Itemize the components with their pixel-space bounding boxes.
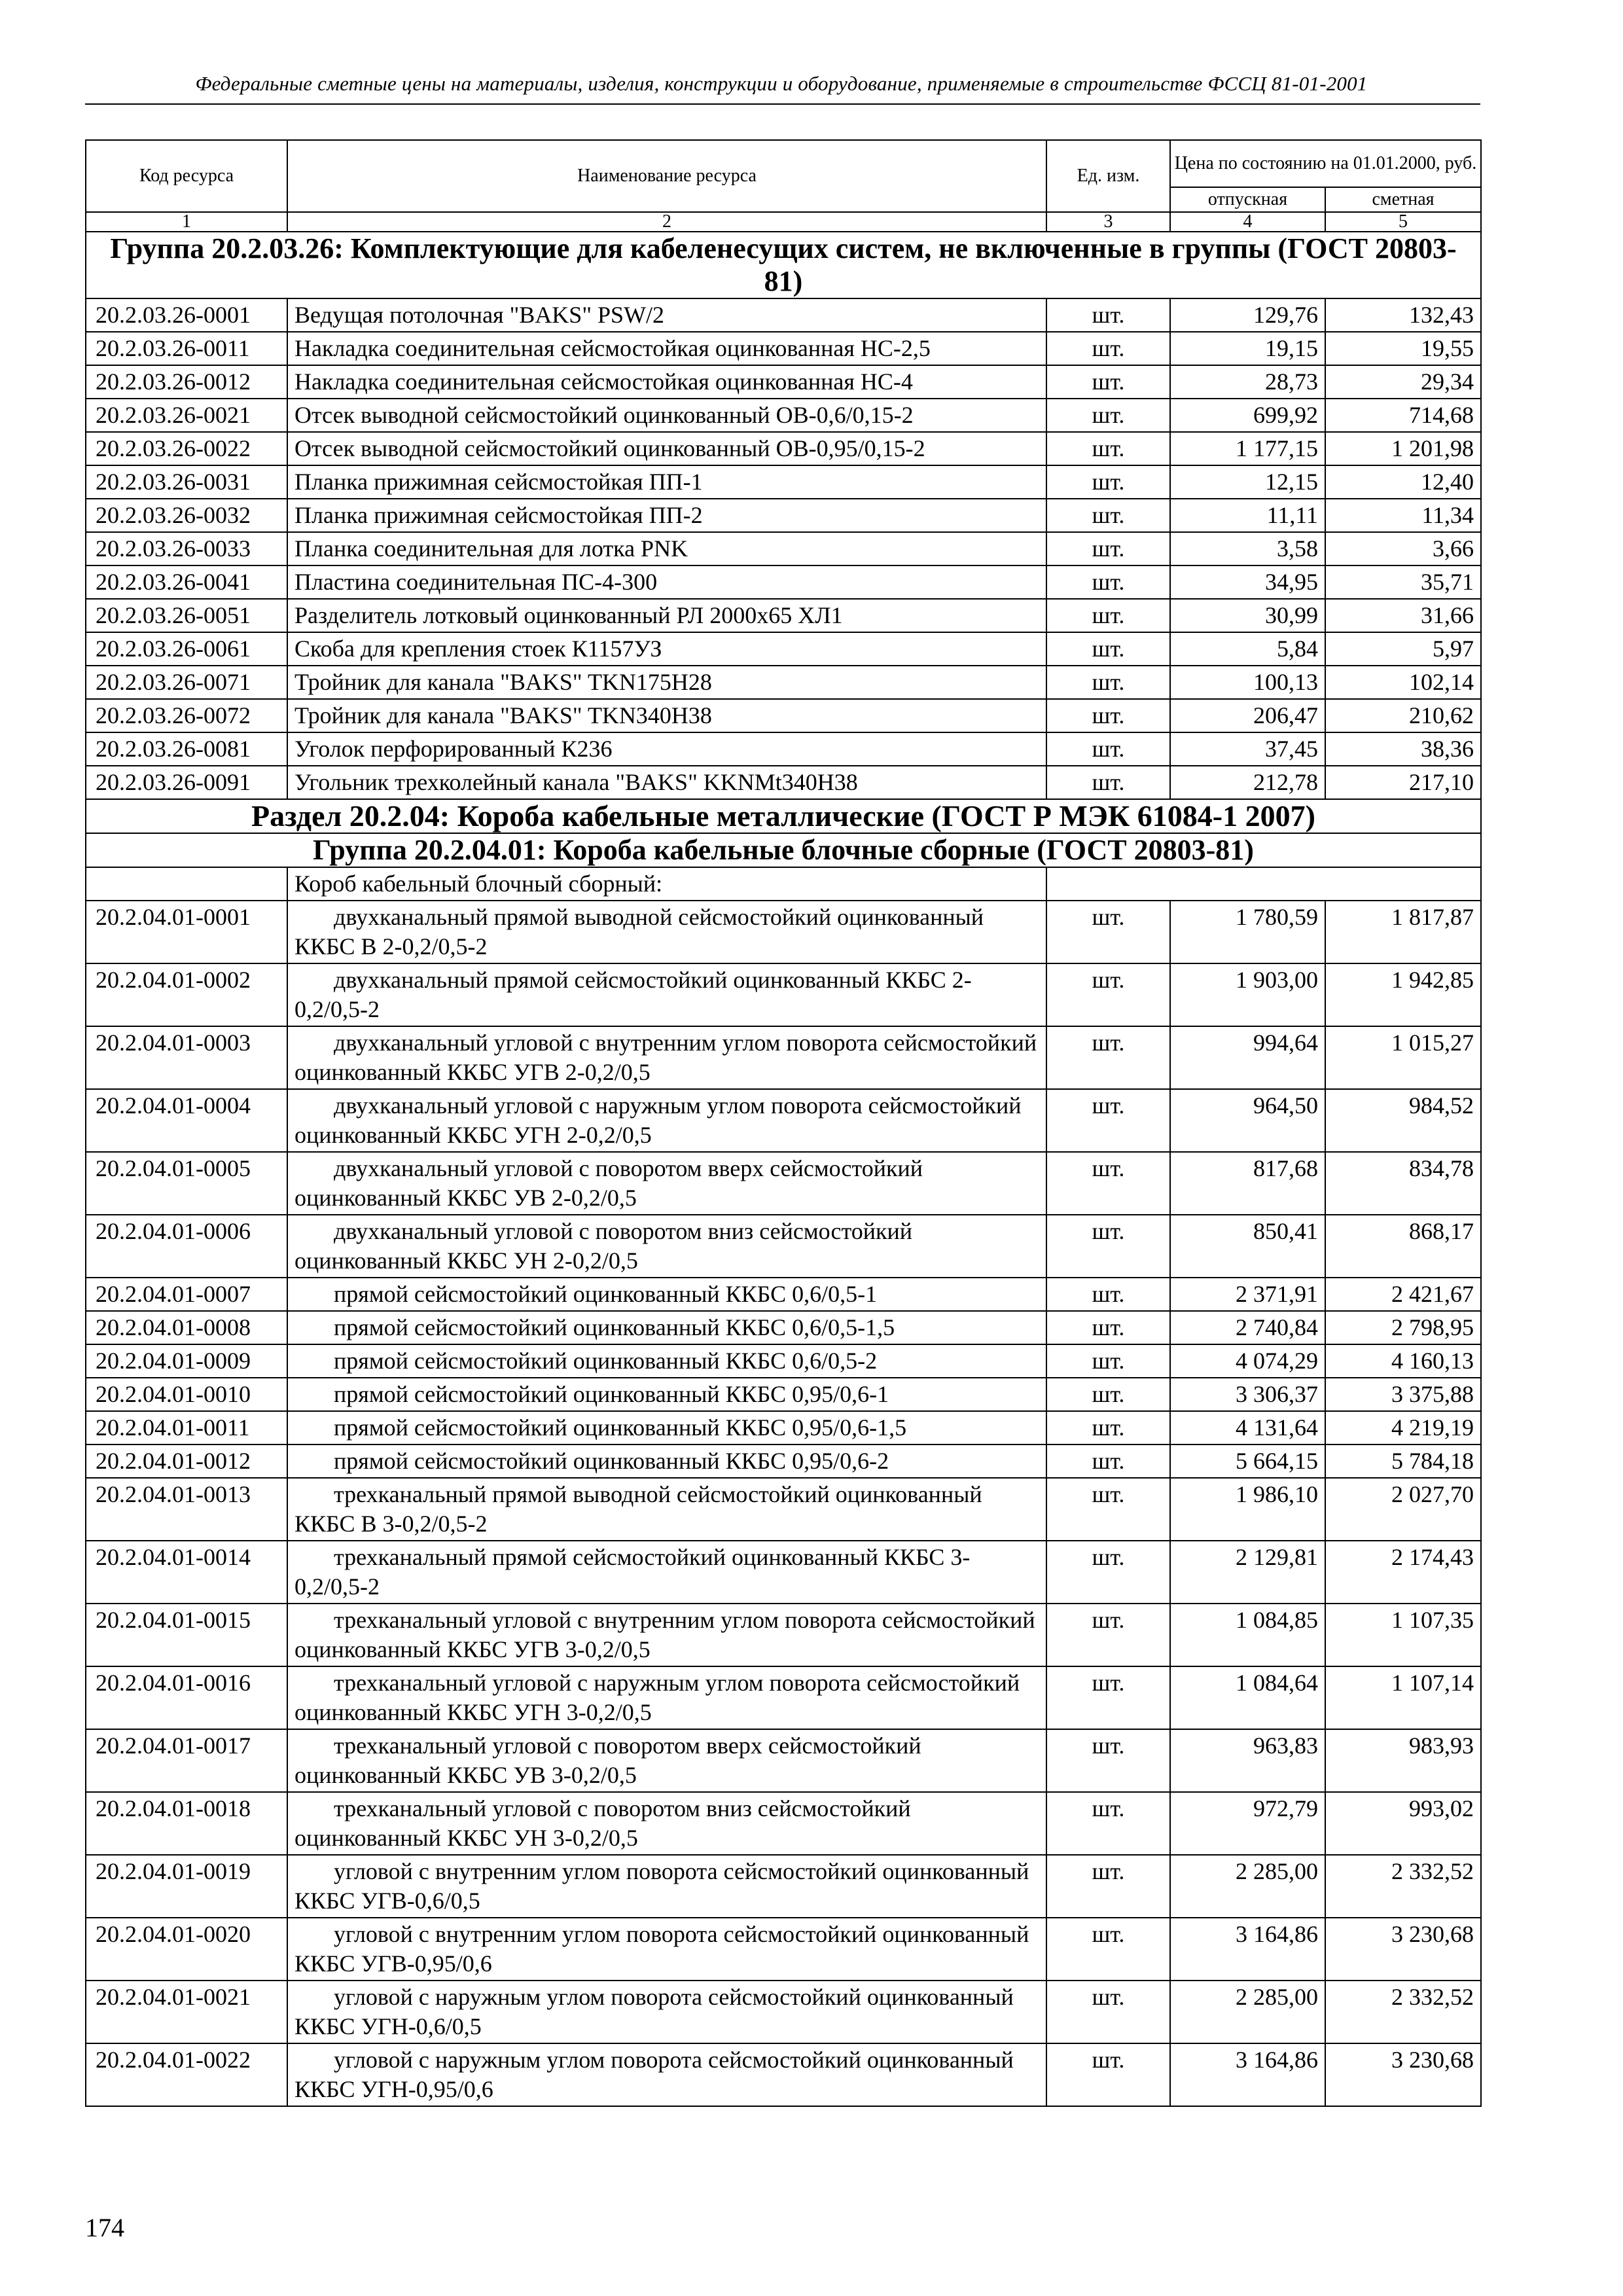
release-price: 100,13 (1170, 666, 1325, 699)
unit: шт. (1046, 766, 1170, 799)
resource-code: 20.2.03.26-0001 (86, 298, 287, 332)
resource-code: 20.2.04.01-0013 (86, 1478, 287, 1541)
release-price: 1 084,64 (1170, 1666, 1325, 1729)
estimate-price: 2 332,52 (1325, 1855, 1481, 1918)
unit: шт. (1046, 399, 1170, 432)
unit: шт. (1046, 1855, 1170, 1918)
resource-name: Разделитель лотковый оцинкованный РЛ 2000х65 ХЛ1 (287, 599, 1046, 632)
resource-code: 20.2.04.01-0017 (86, 1729, 287, 1792)
resource-code: 20.2.04.01-0004 (86, 1089, 287, 1152)
col-number: 1 (86, 212, 287, 232)
release-price: 1 084,85 (1170, 1604, 1325, 1666)
unit: шт. (1046, 499, 1170, 532)
resource-name: Отсек выводной сейсмостойкий оцинкованный ОВ-0,95/0,15-2 (287, 432, 1046, 465)
release-price: 4 131,64 (1170, 1411, 1325, 1444)
release-price: 963,83 (1170, 1729, 1325, 1792)
group-heading-row (86, 833, 1481, 867)
header-rule (85, 103, 1480, 105)
resource-name: трехканальный угловой с внутренним углом поворота сейсмостойкий оцинкованный ККБС УГВ 3-0,2/0,5 (287, 1604, 1046, 1666)
col-number: 3 (1046, 212, 1170, 232)
resource-code: 20.2.03.26-0032 (86, 499, 287, 532)
resource-code: 20.2.03.26-0072 (86, 699, 287, 732)
col-number: 5 (1325, 212, 1481, 232)
release-price: 12,15 (1170, 465, 1325, 499)
unit: шт. (1046, 1792, 1170, 1855)
release-price: 5 664,15 (1170, 1444, 1325, 1478)
release-price: 129,76 (1170, 298, 1325, 332)
release-price: 964,50 (1170, 1089, 1325, 1152)
estimate-price: 4 219,19 (1325, 1411, 1481, 1444)
release-price: 1 177,15 (1170, 432, 1325, 465)
resource-name: прямой сейсмостойкий оцинкованный ККБС 0,95/0,6-2 (287, 1444, 1046, 1478)
table-row (86, 732, 1481, 766)
resource-name: Отсек выводной сейсмостойкий оцинкованный ОВ-0,6/0,15-2 (287, 399, 1046, 432)
estimate-price: 38,36 (1325, 732, 1481, 766)
estimate-price: 35,71 (1325, 565, 1481, 599)
estimate-price: 3,66 (1325, 532, 1481, 565)
table-row (86, 399, 1481, 432)
release-price: 30,99 (1170, 599, 1325, 632)
unit: шт. (1046, 2043, 1170, 2106)
unit: шт. (1046, 1215, 1170, 1278)
table-row (86, 1918, 1481, 1981)
resource-name: угловой с наружным углом поворота сейсмостойкий оцинкованный ККБС УГН-0,95/0,6 (287, 2043, 1046, 2106)
unit: шт. (1046, 1478, 1170, 1541)
resource-code: 20.2.04.01-0005 (86, 1152, 287, 1215)
resource-code: 20.2.04.01-0019 (86, 1855, 287, 1918)
unit: шт. (1046, 1666, 1170, 1729)
resource-name: трехканальный прямой сейсмостойкий оцинкованный ККБС 3- 0,2/0,5-2 (287, 1541, 1046, 1604)
estimate-price: 210,62 (1325, 699, 1481, 732)
resource-name: Тройник для канала "BAKS" TKN175H28 (287, 666, 1046, 699)
unit: шт. (1046, 365, 1170, 399)
unit: шт. (1046, 1444, 1170, 1478)
resource-code: 20.2.03.26-0022 (86, 432, 287, 465)
estimate-price: 5,97 (1325, 632, 1481, 666)
resource-name: угловой с наружным углом поворота сейсмостойкий оцинкованный ККБС УГН-0,6/0,5 (287, 1981, 1046, 2043)
resource-code: 20.2.04.01-0006 (86, 1215, 287, 1278)
resource-name: трехканальный угловой с наружным углом поворота сейсмостойкий оцинкованный ККБС УГН 3-0,2/0,5 (287, 1666, 1046, 1729)
estimate-price: 2 332,52 (1325, 1981, 1481, 2043)
table-row (86, 666, 1481, 699)
resource-code: 20.2.04.01-0011 (86, 1411, 287, 1444)
resource-name: Ведущая потолочная "BAKS" PSW/2 (287, 298, 1046, 332)
estimate-price: 868,17 (1325, 1215, 1481, 1278)
release-price: 817,68 (1170, 1152, 1325, 1215)
group-heading: Группа 20.2.04.01: Короба кабельные блочные сборные (ГОСТ 20803-81) (86, 833, 1481, 867)
unit: шт. (1046, 1311, 1170, 1344)
estimate-price: 1 942,85 (1325, 963, 1481, 1026)
col-number: 2 (287, 212, 1046, 232)
table-row (86, 1604, 1481, 1666)
table-header (86, 140, 1481, 232)
resource-name: трехканальный угловой с поворотом вниз сейсмостойкий оцинкованный ККБС УН 3-0,2/0,5 (287, 1792, 1046, 1855)
resource-code: 20.2.04.01-0020 (86, 1918, 287, 1981)
release-price: 206,47 (1170, 699, 1325, 732)
subheading: Короб кабельный блочный сборный: (287, 867, 1046, 901)
resource-name: трехканальный угловой с поворотом вверх сейсмостойкий оцинкованный ККБС УВ 3-0,2/0,5 (287, 1729, 1046, 1792)
resource-code: 20.2.03.26-0051 (86, 599, 287, 632)
unit: шт. (1046, 632, 1170, 666)
release-price: 212,78 (1170, 766, 1325, 799)
resource-code: 20.2.04.01-0001 (86, 901, 287, 963)
unit: шт. (1046, 1541, 1170, 1604)
resource-code: 20.2.04.01-0012 (86, 1444, 287, 1478)
unit: шт. (1046, 666, 1170, 699)
unit: шт. (1046, 298, 1170, 332)
unit: шт. (1046, 432, 1170, 465)
release-price: 699,92 (1170, 399, 1325, 432)
release-price: 994,64 (1170, 1026, 1325, 1089)
table-row (86, 1792, 1481, 1855)
empty-code-cell (86, 867, 287, 901)
unit: шт. (1046, 565, 1170, 599)
unit: шт. (1046, 532, 1170, 565)
table-row (86, 1215, 1481, 1278)
release-price: 2 371,91 (1170, 1278, 1325, 1311)
estimate-price: 1 107,14 (1325, 1666, 1481, 1729)
unit: шт. (1046, 1344, 1170, 1378)
resource-name: Планка прижимная сейсмостойкая ПП-1 (287, 465, 1046, 499)
estimate-price: 31,66 (1325, 599, 1481, 632)
estimate-price: 2 027,70 (1325, 1478, 1481, 1541)
estimate-price: 1 107,35 (1325, 1604, 1481, 1666)
resource-name: трехканальный прямой выводной сейсмостойкий оцинкованный ККБС В 3-0,2/0,5-2 (287, 1478, 1046, 1541)
unit: шт. (1046, 465, 1170, 499)
col-header-estimate-price: сметная (1325, 187, 1481, 212)
release-price: 3 164,86 (1170, 2043, 1325, 2106)
col-header-unit: Ед. изм. (1046, 140, 1170, 212)
release-price: 3,58 (1170, 532, 1325, 565)
resource-name: Накладка соединительная сейсмостойкая оцинкованная НС-2,5 (287, 332, 1046, 365)
resource-code: 20.2.03.26-0011 (86, 332, 287, 365)
unit: шт. (1046, 332, 1170, 365)
resource-name: двухканальный угловой с поворотом вверх сейсмостойкий оцинкованный ККБС УВ 2-0,2/0,5 (287, 1152, 1046, 1215)
resource-code: 20.2.04.01-0003 (86, 1026, 287, 1089)
section-heading-row (86, 799, 1481, 833)
table-row (86, 465, 1481, 499)
unit: шт. (1046, 1411, 1170, 1444)
table-row (86, 1311, 1481, 1344)
estimate-price: 714,68 (1325, 399, 1481, 432)
estimate-price: 993,02 (1325, 1792, 1481, 1855)
estimate-price: 3 230,68 (1325, 1918, 1481, 1981)
table-row (86, 499, 1481, 532)
release-price: 4 074,29 (1170, 1344, 1325, 1378)
table-row (86, 632, 1481, 666)
estimate-price: 2 174,43 (1325, 1541, 1481, 1604)
table-row (86, 1478, 1481, 1541)
resource-name: двухканальный прямой сейсмостойкий оцинкованный ККБС 2-0,2/0,5-2 (287, 963, 1046, 1026)
estimate-price: 3 230,68 (1325, 2043, 1481, 2106)
page-number: 174 (85, 2213, 124, 2242)
col-header-code: Код ресурса (86, 140, 287, 212)
resource-code: 20.2.04.01-0022 (86, 2043, 287, 2106)
resource-code: 20.2.04.01-0007 (86, 1278, 287, 1311)
table-row (86, 332, 1481, 365)
resource-code: 20.2.03.26-0033 (86, 532, 287, 565)
release-price: 1 986,10 (1170, 1478, 1325, 1541)
resource-code: 20.2.03.26-0041 (86, 565, 287, 599)
resource-name: угловой с внутренним углом поворота сейсмостойкий оцинкованный ККБС УГВ-0,6/0,5 (287, 1855, 1046, 1918)
table-row (86, 1378, 1481, 1411)
resource-code: 20.2.03.26-0021 (86, 399, 287, 432)
release-price: 2 285,00 (1170, 1855, 1325, 1918)
empty-cell (1046, 867, 1481, 901)
table-row (86, 365, 1481, 399)
estimate-price: 1 015,27 (1325, 1026, 1481, 1089)
release-price: 1 780,59 (1170, 901, 1325, 963)
table-row (86, 1344, 1481, 1378)
release-price: 3 164,86 (1170, 1918, 1325, 1981)
table-row (86, 298, 1481, 332)
table-row (86, 1278, 1481, 1311)
release-price: 34,95 (1170, 565, 1325, 599)
release-price: 37,45 (1170, 732, 1325, 766)
resource-code: 20.2.03.26-0061 (86, 632, 287, 666)
table-row (86, 1152, 1481, 1215)
estimate-price: 132,43 (1325, 298, 1481, 332)
table-row (86, 1089, 1481, 1152)
release-price: 11,11 (1170, 499, 1325, 532)
col-header-release-price: отпускная (1170, 187, 1325, 212)
release-price: 19,15 (1170, 332, 1325, 365)
estimate-price: 4 160,13 (1325, 1344, 1481, 1378)
release-price: 1 903,00 (1170, 963, 1325, 1026)
estimate-price: 983,93 (1325, 1729, 1481, 1792)
estimate-price: 3 375,88 (1325, 1378, 1481, 1411)
estimate-price: 1 201,98 (1325, 432, 1481, 465)
resource-code: 20.2.03.26-0071 (86, 666, 287, 699)
estimate-price: 12,40 (1325, 465, 1481, 499)
price-table (85, 139, 1482, 2107)
table-row (86, 963, 1481, 1026)
section-heading: Раздел 20.2.04: Короба кабельные металлические (ГОСТ Р МЭК 61084-1 2007) (86, 799, 1481, 833)
unit: шт. (1046, 732, 1170, 766)
group-heading: Группа 20.2.03.26: Комплектующие для кабеленесущих систем, не включенные в группы (ГОСТ 20803-81) (86, 232, 1481, 298)
unit: шт. (1046, 963, 1170, 1026)
unit: шт. (1046, 1378, 1170, 1411)
release-price: 28,73 (1170, 365, 1325, 399)
resource-name: Пластина соединительная ПС-4-300 (287, 565, 1046, 599)
estimate-price: 19,55 (1325, 332, 1481, 365)
column-number-row (86, 212, 1481, 232)
table-row (86, 565, 1481, 599)
estimate-price: 2 798,95 (1325, 1311, 1481, 1344)
table-row (86, 1026, 1481, 1089)
resource-name: Уголок перфорированный К236 (287, 732, 1046, 766)
group-heading-row (86, 232, 1481, 298)
estimate-price: 2 421,67 (1325, 1278, 1481, 1311)
release-price: 2 285,00 (1170, 1981, 1325, 2043)
resource-code: 20.2.04.01-0002 (86, 963, 287, 1026)
running-header: Федеральные сметные цены на материалы, изделия, конструкции и оборудование, применяемые в строительстве ФССЦ 81-01-2001 (195, 72, 1368, 95)
table-row (86, 1411, 1481, 1444)
table-row (86, 432, 1481, 465)
resource-code: 20.2.04.01-0009 (86, 1344, 287, 1378)
resource-name: угловой с внутренним углом поворота сейсмостойкий оцинкованный ККБС УГВ-0,95/0,6 (287, 1918, 1046, 1981)
release-price: 850,41 (1170, 1215, 1325, 1278)
resource-code: 20.2.04.01-0021 (86, 1981, 287, 2043)
unit: шт. (1046, 1152, 1170, 1215)
resource-name: Планка прижимная сейсмостойкая ПП-2 (287, 499, 1046, 532)
resource-code: 20.2.03.26-0081 (86, 732, 287, 766)
resource-code: 20.2.03.26-0091 (86, 766, 287, 799)
unit: шт. (1046, 599, 1170, 632)
table-row (86, 766, 1481, 799)
unit: шт. (1046, 1026, 1170, 1089)
estimate-price: 102,14 (1325, 666, 1481, 699)
resource-name: Угольник трехколейный канала "BAKS" KKNMt340H38 (287, 766, 1046, 799)
table-row (86, 1981, 1481, 2043)
table-row (86, 699, 1481, 732)
estimate-price: 29,34 (1325, 365, 1481, 399)
resource-name: прямой сейсмостойкий оцинкованный ККБС 0,95/0,6-1,5 (287, 1411, 1046, 1444)
unit: шт. (1046, 1089, 1170, 1152)
release-price: 2 740,84 (1170, 1311, 1325, 1344)
resource-name: Планка соединительная для лотка PNK (287, 532, 1046, 565)
resource-code: 20.2.04.01-0010 (86, 1378, 287, 1411)
table-row (86, 1666, 1481, 1729)
resource-name: двухканальный угловой с наружным углом поворота сейсмостойкий оцинкованный ККБС УГН 2-0,2/0,5 (287, 1089, 1046, 1152)
subheading-row (86, 867, 1481, 901)
resource-name: Тройник для канала "BAKS" TKN340H38 (287, 699, 1046, 732)
resource-name: прямой сейсмостойкий оцинкованный ККБС 0,95/0,6-1 (287, 1378, 1046, 1411)
release-price: 2 129,81 (1170, 1541, 1325, 1604)
estimate-price: 5 784,18 (1325, 1444, 1481, 1478)
resource-name: двухканальный угловой с внутренним углом поворота сейсмостойкий оцинкованный ККБС УГВ 2-0,2/0,5 (287, 1026, 1046, 1089)
unit: шт. (1046, 699, 1170, 732)
resource-code: 20.2.04.01-0016 (86, 1666, 287, 1729)
resource-name: двухканальный прямой выводной сейсмостойкий оцинкованный ККБС В 2-0,2/0,5-2 (287, 901, 1046, 963)
resource-code: 20.2.04.01-0015 (86, 1604, 287, 1666)
table-row (86, 1444, 1481, 1478)
table-row (86, 1729, 1481, 1792)
col-number: 4 (1170, 212, 1325, 232)
release-price: 972,79 (1170, 1792, 1325, 1855)
resource-code: 20.2.04.01-0014 (86, 1541, 287, 1604)
unit: шт. (1046, 1981, 1170, 2043)
col-header-price-group: Цена по состоянию на 01.01.2000, руб. (1170, 140, 1481, 187)
table-row (86, 901, 1481, 963)
unit: шт. (1046, 1604, 1170, 1666)
release-price: 5,84 (1170, 632, 1325, 666)
resource-name: прямой сейсмостойкий оцинкованный ККБС 0,6/0,5-2 (287, 1344, 1046, 1378)
table-row (86, 1541, 1481, 1604)
resource-name: Скоба для крепления стоек К1157УЗ (287, 632, 1046, 666)
table-row (86, 599, 1481, 632)
unit: шт. (1046, 1729, 1170, 1792)
estimate-price: 984,52 (1325, 1089, 1481, 1152)
unit: шт. (1046, 901, 1170, 963)
unit: шт. (1046, 1918, 1170, 1981)
resource-name: прямой сейсмостойкий оцинкованный ККБС 0,6/0,5-1,5 (287, 1311, 1046, 1344)
resource-name: прямой сейсмостойкий оцинкованный ККБС 0,6/0,5-1 (287, 1278, 1046, 1311)
resource-code: 20.2.04.01-0018 (86, 1792, 287, 1855)
resource-code: 20.2.03.26-0012 (86, 365, 287, 399)
resource-code: 20.2.04.01-0008 (86, 1311, 287, 1344)
resource-code: 20.2.03.26-0031 (86, 465, 287, 499)
estimate-price: 11,34 (1325, 499, 1481, 532)
table-row (86, 532, 1481, 565)
unit: шт. (1046, 1278, 1170, 1311)
table-body (86, 232, 1481, 2106)
release-price: 3 306,37 (1170, 1378, 1325, 1411)
estimate-price: 1 817,87 (1325, 901, 1481, 963)
resource-name: двухканальный угловой с поворотом вниз сейсмостойкий оцинкованный ККБС УН 2-0,2/0,5 (287, 1215, 1046, 1278)
table-row (86, 1855, 1481, 1918)
resource-name: Накладка соединительная сейсмостойкая оцинкованная НС-4 (287, 365, 1046, 399)
col-header-name: Наименование ресурса (287, 140, 1046, 212)
table-row (86, 2043, 1481, 2106)
estimate-price: 217,10 (1325, 766, 1481, 799)
estimate-price: 834,78 (1325, 1152, 1481, 1215)
